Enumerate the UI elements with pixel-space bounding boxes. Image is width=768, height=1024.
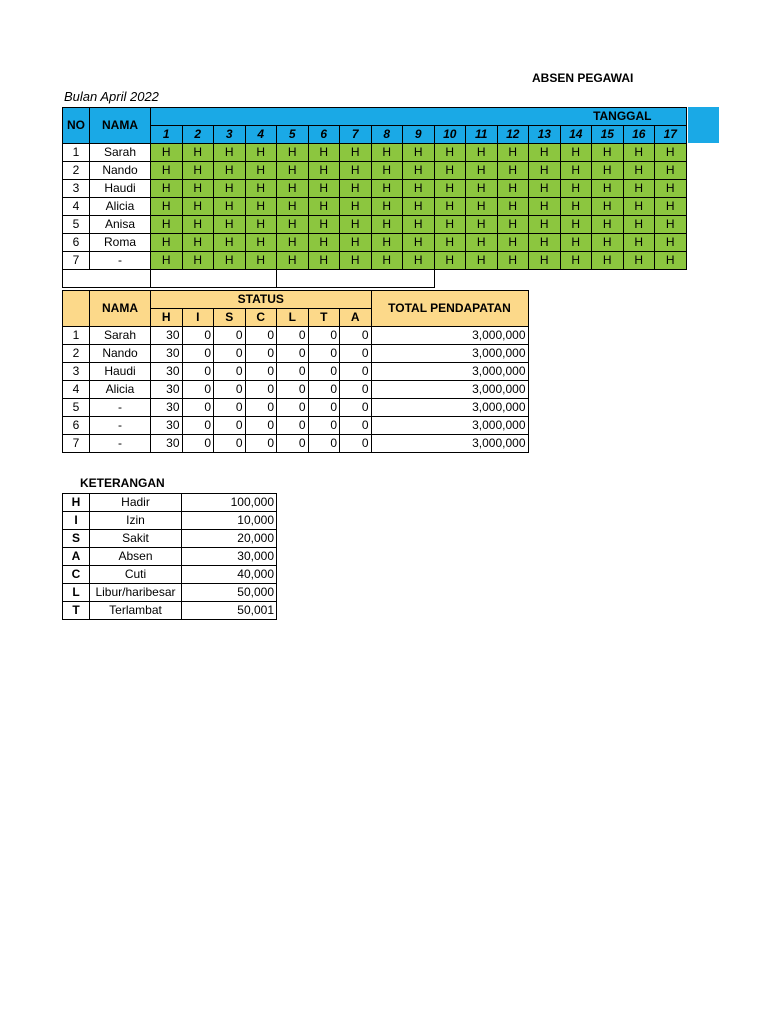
attendance-mark: H [466,252,498,270]
attendance-mark: H [340,252,372,270]
legend-label: Absen [90,548,182,566]
total-income: 3,000,000 [371,363,528,381]
day-header: 14 [560,126,592,144]
attendance-mark: H [277,234,309,252]
attendance-mark: H [529,162,561,180]
attendance-mark: H [151,162,183,180]
status-count: 0 [182,381,214,399]
row-no: 5 [63,216,90,234]
status-count: 0 [277,381,309,399]
attendance-mark: H [371,234,403,252]
nama-header: NAMA [90,291,151,327]
status-count: 0 [277,327,309,345]
status-count: 0 [245,345,277,363]
status-count: 0 [340,435,372,453]
row-no: 1 [63,144,90,162]
attendance-mark: H [529,180,561,198]
attendance-mark: H [560,162,592,180]
attendance-mark: H [434,162,466,180]
attendance-mark: H [214,252,246,270]
table-row [63,162,687,180]
status-count: 0 [182,327,214,345]
attendance-mark: H [245,180,277,198]
attendance-mark: H [655,198,687,216]
attendance-mark: H [434,198,466,216]
attendance-mark: H [403,180,435,198]
attendance-mark: H [529,216,561,234]
table-row [63,198,687,216]
status-count: 0 [245,417,277,435]
day-header: 4 [245,126,277,144]
attendance-mark: H [371,198,403,216]
day-header: 15 [592,126,624,144]
attendance-mark: H [151,180,183,198]
status-count: 0 [214,363,246,381]
status-count: 0 [182,345,214,363]
attendance-mark: H [623,180,655,198]
attendance-mark: H [655,234,687,252]
row-no: 6 [63,417,90,435]
status-count: 0 [214,345,246,363]
legend-code: H [63,494,90,512]
month-subtitle: Bulan April 2022 [64,89,159,104]
attendance-mark: H [529,144,561,162]
attendance-mark: H [371,144,403,162]
status-col-header: I [182,309,214,327]
attendance-mark: H [560,144,592,162]
row-no: 6 [63,234,90,252]
status-count: 0 [340,417,372,435]
legend-value: 10,000 [182,512,277,530]
attendance-mark: H [403,234,435,252]
legend-code: S [63,530,90,548]
attendance-mark: H [182,216,214,234]
employee-name: Sarah [90,327,151,345]
status-count: 0 [182,435,214,453]
table-row [63,566,277,584]
attendance-mark: H [151,234,183,252]
status-col-header: L [277,309,309,327]
attendance-mark: H [245,216,277,234]
legend-value: 30,000 [182,548,277,566]
attendance-mark: H [245,144,277,162]
status-count: 0 [245,327,277,345]
day-header: 17 [655,126,687,144]
status-count: 0 [245,363,277,381]
legend-value: 50,001 [182,602,277,620]
attendance-mark: H [182,162,214,180]
attendance-mark: H [340,162,372,180]
status-count: 0 [308,327,340,345]
attendance-mark: H [497,144,529,162]
status-count: 30 [151,327,183,345]
status-count: 30 [151,417,183,435]
attendance-mark: H [371,252,403,270]
status-count: 0 [340,327,372,345]
table-row [63,216,687,234]
table-row [63,345,529,363]
status-count: 0 [340,345,372,363]
attendance-mark: H [245,234,277,252]
status-count: 0 [277,435,309,453]
status-count: 0 [277,399,309,417]
attendance-mark: H [182,144,214,162]
attendance-mark: H [592,252,624,270]
blank-cell [277,270,435,288]
attendance-mark: H [214,234,246,252]
table-row [63,180,687,198]
attendance-mark: H [308,234,340,252]
legend-code: C [63,566,90,584]
attendance-mark: H [308,216,340,234]
row-no: 4 [63,198,90,216]
attendance-mark: H [214,162,246,180]
keterangan-table [62,493,277,620]
status-count: 0 [277,417,309,435]
attendance-mark: H [340,216,372,234]
attendance-mark: H [592,234,624,252]
attendance-mark: H [529,252,561,270]
table-row [63,234,687,252]
table-row [63,363,529,381]
no-header: NO [63,108,90,144]
row-no: 2 [63,345,90,363]
table-row [63,584,277,602]
attendance-mark: H [655,216,687,234]
row-no: 3 [63,363,90,381]
attendance-mark: H [529,198,561,216]
attendance-mark: H [308,180,340,198]
employee-name: - [90,417,151,435]
employee-name: Anisa [90,216,151,234]
attendance-mark: H [308,162,340,180]
attendance-mark: H [308,252,340,270]
attendance-mark: H [182,252,214,270]
total-income: 3,000,000 [371,399,528,417]
employee-name: Alicia [90,198,151,216]
attendance-mark: H [277,216,309,234]
status-count: 0 [182,417,214,435]
row-no: 3 [63,180,90,198]
table-row [63,548,277,566]
employee-name: - [90,252,151,270]
attendance-mark: H [655,162,687,180]
employee-name: Nando [90,162,151,180]
attendance-mark: H [277,252,309,270]
day-header: 10 [434,126,466,144]
status-count: 0 [308,363,340,381]
legend-code: L [63,584,90,602]
status-count: 0 [308,417,340,435]
attendance-mark: H [560,180,592,198]
attendance-mark: H [560,252,592,270]
attendance-mark: H [592,144,624,162]
status-col-header: A [340,309,372,327]
legend-label: Terlambat [90,602,182,620]
employee-name: Sarah [90,144,151,162]
legend-value: 50,000 [182,584,277,602]
row-no: 4 [63,381,90,399]
attendance-mark: H [655,252,687,270]
attendance-mark: H [592,198,624,216]
keterangan-title: KETERANGAN [80,476,165,490]
status-count: 0 [182,399,214,417]
attendance-mark: H [592,216,624,234]
attendance-mark: H [403,216,435,234]
attendance-mark: H [466,162,498,180]
attendance-mark: H [308,198,340,216]
attendance-mark: H [245,252,277,270]
row-no: 7 [63,252,90,270]
status-count: 0 [340,363,372,381]
attendance-mark: H [277,198,309,216]
legend-value: 100,000 [182,494,277,512]
attendance-mark: H [182,234,214,252]
status-header: STATUS [151,291,372,309]
total-income: 3,000,000 [371,417,528,435]
attendance-mark: H [529,234,561,252]
attendance-mark: H [277,144,309,162]
row-no: 7 [63,435,90,453]
day-header: 3 [214,126,246,144]
attendance-mark: H [560,198,592,216]
total-income: 3,000,000 [371,327,528,345]
day-header: 12 [497,126,529,144]
table-row [63,252,687,270]
employee-name: Haudi [90,180,151,198]
legend-label: Izin [90,512,182,530]
blank-cell [151,270,277,288]
attendance-mark: H [151,144,183,162]
status-count: 0 [245,435,277,453]
day-header: 11 [466,126,498,144]
attendance-mark: H [623,252,655,270]
attendance-mark: H [623,198,655,216]
attendance-mark: H [182,198,214,216]
status-count: 0 [308,345,340,363]
attendance-mark: H [434,144,466,162]
status-count: 30 [151,363,183,381]
table-row [63,417,529,435]
employee-name: Nando [90,345,151,363]
day-header: 13 [529,126,561,144]
employee-name: - [90,435,151,453]
blank-header [63,291,90,327]
status-count: 0 [214,417,246,435]
status-count: 0 [214,399,246,417]
status-count: 0 [214,435,246,453]
attendance-mark: H [623,234,655,252]
attendance-mark: H [371,216,403,234]
attendance-mark: H [151,252,183,270]
status-count: 0 [340,399,372,417]
employee-name: Haudi [90,363,151,381]
attendance-mark: H [655,180,687,198]
attendance-mark: H [466,198,498,216]
day-header: 8 [371,126,403,144]
tanggal-header: TANGGAL [151,108,687,126]
row-no: 1 [63,327,90,345]
attendance-mark: H [497,252,529,270]
status-count: 30 [151,435,183,453]
status-count: 0 [245,399,277,417]
attendance-mark: H [497,180,529,198]
attendance-mark: H [466,234,498,252]
attendance-mark: H [497,198,529,216]
attendance-mark: H [214,216,246,234]
day-header: 1 [151,126,183,144]
attendance-mark: H [497,234,529,252]
table-row [63,494,277,512]
status-count: 30 [151,345,183,363]
attendance-mark: H [340,180,372,198]
day-header: 6 [308,126,340,144]
attendance-mark: H [497,162,529,180]
blank-cell [63,270,151,288]
employee-name: Roma [90,234,151,252]
attendance-mark: H [403,162,435,180]
attendance-mark: H [655,144,687,162]
attendance-mark: H [308,144,340,162]
legend-code: T [63,602,90,620]
employee-name: - [90,399,151,417]
status-count: 0 [277,363,309,381]
legend-code: A [63,548,90,566]
attendance-mark: H [371,180,403,198]
status-count: 0 [308,435,340,453]
table-row [63,381,529,399]
table-row [63,435,529,453]
attendance-mark: H [214,144,246,162]
attendance-mark: H [466,216,498,234]
table-row [63,327,529,345]
legend-label: Libur/haribesar [90,584,182,602]
attendance-mark: H [403,144,435,162]
table-row [63,399,529,417]
table-row [63,512,277,530]
legend-label: Sakit [90,530,182,548]
status-count: 0 [182,363,214,381]
attendance-mark: H [371,162,403,180]
status-col-header: H [151,309,183,327]
day-header: 16 [623,126,655,144]
table-row [63,530,277,548]
status-count: 30 [151,399,183,417]
attendance-mark: H [403,198,435,216]
row-no: 5 [63,399,90,417]
attendance-mark: H [623,162,655,180]
attendance-mark: H [497,216,529,234]
day-header: 2 [182,126,214,144]
legend-label: Cuti [90,566,182,584]
status-count: 0 [308,381,340,399]
table-row [63,602,277,620]
attendance-mark: H [151,216,183,234]
attendance-mark: H [592,180,624,198]
attendance-mark: H [403,252,435,270]
total-income: 3,000,000 [371,381,528,399]
status-count: 0 [245,381,277,399]
status-col-header: T [308,309,340,327]
status-count: 0 [340,381,372,399]
header-fill-extension [688,107,719,143]
total-income: 3,000,000 [371,435,528,453]
status-count: 30 [151,381,183,399]
attendance-mark: H [277,180,309,198]
day-header: 9 [403,126,435,144]
total-header: TOTAL PENDAPATAN [371,291,528,327]
legend-code: I [63,512,90,530]
status-col-header: C [245,309,277,327]
attendance-mark: H [340,234,372,252]
attendance-mark: H [623,144,655,162]
attendance-table [62,107,687,288]
attendance-mark: H [182,180,214,198]
attendance-mark: H [214,198,246,216]
day-header: 7 [340,126,372,144]
legend-value: 40,000 [182,566,277,584]
attendance-mark: H [434,252,466,270]
page-title: ABSEN PEGAWAI [532,71,634,85]
attendance-mark: H [434,216,466,234]
attendance-mark: H [623,216,655,234]
status-count: 0 [214,381,246,399]
row-no: 2 [63,162,90,180]
attendance-mark: H [466,144,498,162]
attendance-mark: H [592,162,624,180]
legend-value: 20,000 [182,530,277,548]
attendance-mark: H [245,198,277,216]
summary-table [62,290,529,453]
status-count: 0 [214,327,246,345]
attendance-mark: H [214,180,246,198]
attendance-mark: H [560,234,592,252]
attendance-mark: H [560,216,592,234]
attendance-mark: H [340,198,372,216]
legend-label: Hadir [90,494,182,512]
blank-cell [434,270,686,288]
attendance-mark: H [277,162,309,180]
attendance-mark: H [434,180,466,198]
day-header: 5 [277,126,309,144]
attendance-mark: H [245,162,277,180]
attendance-mark: H [151,198,183,216]
total-income: 3,000,000 [371,345,528,363]
status-count: 0 [277,345,309,363]
employee-name: Alicia [90,381,151,399]
table-row [63,144,687,162]
attendance-mark: H [340,144,372,162]
attendance-mark: H [466,180,498,198]
status-col-header: S [214,309,246,327]
status-count: 0 [308,399,340,417]
nama-header: NAMA [90,108,151,144]
attendance-mark: H [434,234,466,252]
